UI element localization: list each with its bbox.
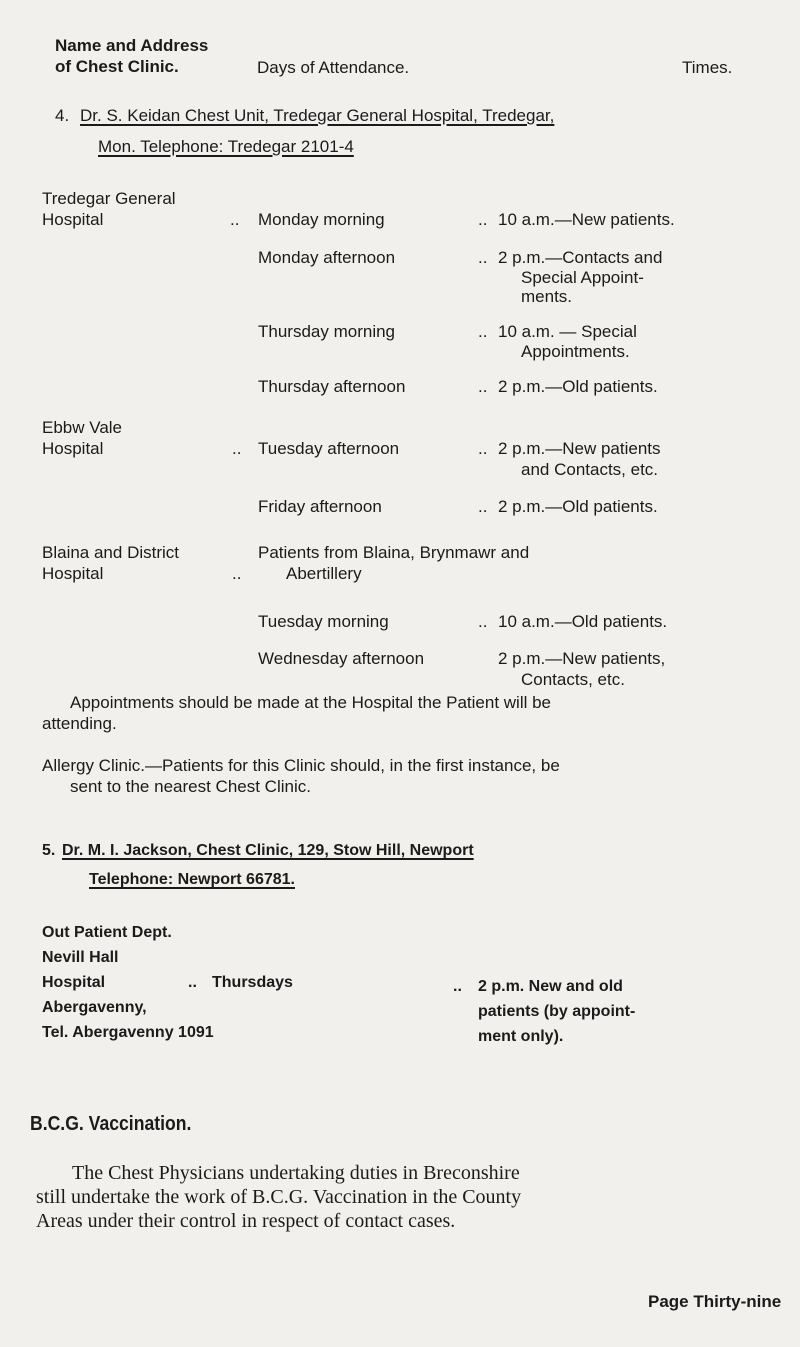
dot-leader: ..	[188, 974, 197, 991]
bcg-para-line3: Areas under their control in respect of contact cases.	[36, 1210, 456, 1232]
entry5-clinic-line2: Nevill Hall	[42, 949, 119, 966]
ebbw-name-line2: Hospital	[42, 439, 104, 458]
dot-leader: ..	[232, 439, 242, 458]
dot-leader: ..	[478, 322, 488, 341]
blaina-row2-time: 2 p.m.—New patients,	[498, 649, 666, 668]
entry5-telephone: Telephone: Newport 66781.	[89, 871, 295, 888]
blaina-name-line1: Blaina and District	[42, 543, 180, 562]
ebbw-name-line1: Ebbw Vale	[42, 418, 123, 437]
blaina-patients-line1: Patients from Blaina, Brynmawr and	[258, 543, 530, 562]
header-times: Times.	[682, 58, 733, 77]
tredegar-name-line1: Tredegar General	[42, 189, 176, 208]
blaina-row2-time-cont: Contacts, etc.	[521, 670, 625, 689]
tredegar-row2-time-cont: Special Appoint- ments.	[521, 268, 644, 306]
header-name-address-line2: of Chest Clinic.	[55, 57, 179, 76]
tredegar-row2-day: Monday afternoon	[258, 248, 396, 267]
ebbw-row1-time-cont: and Contacts, etc.	[521, 460, 659, 479]
blaina-row1-day: Tuesday morning	[258, 612, 389, 631]
appointments-note-line2: attending.	[42, 714, 117, 733]
allergy-note-line1: Allergy Clinic.—Patients for this Clinic should, in the first instance, be	[42, 756, 560, 775]
entry5-number: 5.	[42, 842, 56, 859]
tredegar-row3-day: Thursday morning	[258, 322, 396, 341]
entry4-number: 4.	[55, 106, 70, 125]
entry5-time-line1: 2 p.m. New and old	[478, 978, 623, 995]
dot-leader: ..	[232, 564, 242, 583]
header-name-address-line1: Name and Address	[55, 36, 209, 55]
entry4-telephone: Mon. Telephone: Tredegar 2101-4	[98, 137, 354, 156]
bcg-heading: B.C.G. Vaccination.	[30, 1113, 192, 1135]
entry4-title: Dr. S. Keidan Chest Unit, Tredegar General Hospital, Tredegar,	[80, 106, 555, 125]
tredegar-row3-time: 10 a.m. — Special	[498, 322, 637, 341]
entry5-clinic-line1: Out Patient Dept.	[42, 924, 172, 941]
bcg-para-line1: The Chest Physicians undertaking duties in Breconshire	[72, 1162, 520, 1184]
blaina-row1-time: 10 a.m.—Old patients.	[498, 612, 668, 631]
blaina-name-line2: Hospital	[42, 564, 104, 583]
dot-leader: ..	[478, 439, 488, 458]
ebbw-row2-day: Friday afternoon	[258, 497, 382, 516]
dot-leader: ..	[453, 978, 462, 995]
entry5-day: Thursdays	[212, 974, 293, 991]
entry5-time-line3: ment only).	[478, 1028, 564, 1045]
tredegar-name-line2: Hospital	[42, 210, 104, 229]
dot-leader: ..	[478, 248, 488, 267]
tredegar-row4-day: Thursday afternoon	[258, 377, 406, 396]
tredegar-row3-time-cont: Appointments.	[521, 342, 630, 361]
allergy-note-line2: sent to the nearest Chest Clinic.	[70, 777, 311, 796]
tredegar-row2-time: 2 p.m.—Contacts and	[498, 248, 663, 267]
entry5-time-line2: patients (by appoint-	[478, 1003, 636, 1020]
bcg-para-line2: still undertake the work of B.C.G. Vaccination in the County	[36, 1186, 522, 1208]
entry5-clinic-line4: Abergavenny,	[42, 999, 147, 1016]
header-days-of-attendance: Days of Attendance.	[257, 58, 410, 77]
page-number: Page Thirty-nine	[648, 1292, 782, 1311]
entry5-clinic-line5: Tel. Abergavenny 1091	[42, 1024, 214, 1041]
tredegar-row1-time: 10 a.m.—New patients.	[498, 210, 675, 229]
entry5-title: Dr. M. I. Jackson, Chest Clinic, 129, Stow Hill, Newport	[62, 842, 474, 859]
blaina-patients-line2: Abertillery	[286, 564, 362, 583]
dot-leader: ..	[478, 210, 488, 229]
appointments-note-line1: Appointments should be made at the Hospital the Patient will be	[70, 693, 552, 712]
tredegar-row1-day: Monday morning	[258, 210, 385, 229]
dot-leader: ..	[230, 210, 240, 229]
ebbw-row1-day: Tuesday afternoon	[258, 439, 400, 458]
entry5-clinic-line3: Hospital	[42, 974, 106, 991]
ebbw-row1-time: 2 p.m.—New patients	[498, 439, 661, 458]
blaina-row2-day: Wednesday afternoon	[258, 649, 425, 668]
dot-leader: ..	[478, 377, 488, 396]
ebbw-row2-time: 2 p.m.—Old patients.	[498, 497, 658, 516]
tredegar-row4-time: 2 p.m.—Old patients.	[498, 377, 658, 396]
dot-leader: ..	[478, 612, 488, 631]
dot-leader: ..	[478, 497, 488, 516]
